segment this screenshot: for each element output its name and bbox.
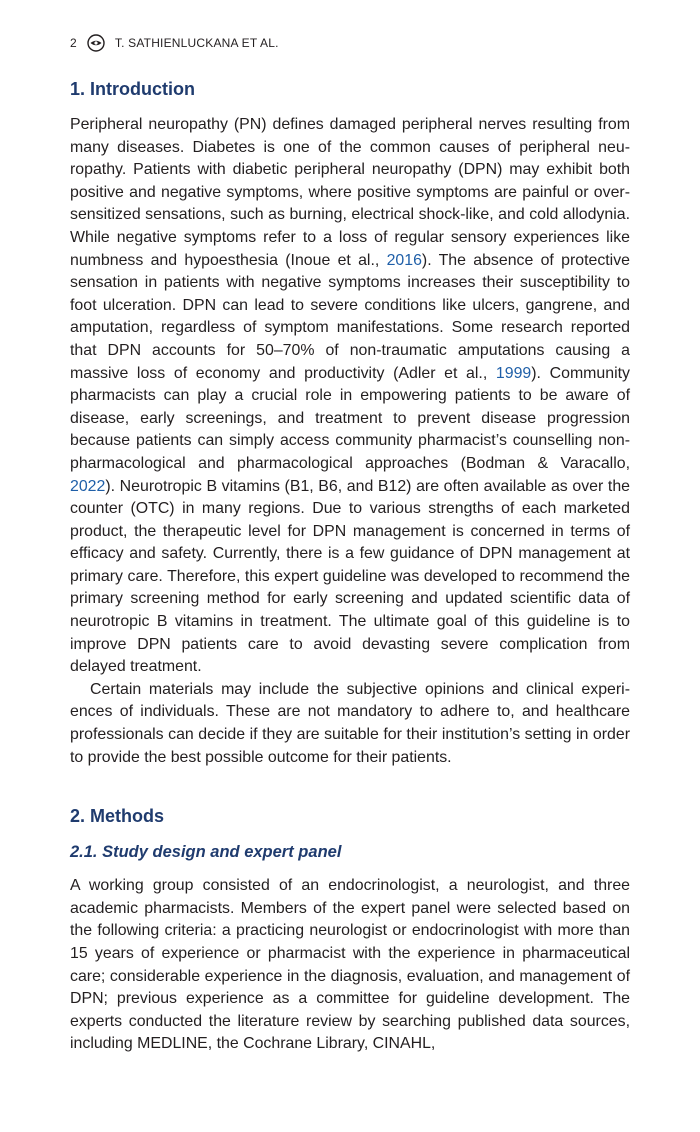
page-number: 2: [70, 36, 77, 50]
section-gap: [70, 769, 630, 783]
methods-paragraph-1: A working group consisted of an endocrinologist, a neurologist, and three academic pharmacists. Members of the expert panel were selected based on the following criteria: a practicing neurologist or endocrinologist with more than 15 years of experience or pharmacist with the experience in pharmaceutical care; considerable experience in the diagnosis, evaluation, and management of DPN; previous experience as a committee for guideline development. The experts conducted the literature review by searching published data sources, including MEDLINE, the Cochrane Library, CINAHL,: [70, 877, 630, 1053]
intro-text-a: Peripheral neuropathy (PN) defines damaged peripheral nerves resulting from many diseases. Diabetes is one of the common causes of peripheral neuropathy. Patients with diabetic peripheral neuropathy (DPN) may exhibit both positive and negative symptoms, where positive symptoms are painful or over-sensitized sensations, such as burning, electrical shock-like, and cold allodynia. While negative symptoms refer to a loss of regular sensory experiences like numbness and hypoesthesia (Inoue et al.,: [70, 116, 630, 269]
running-header-authors: T. SATHIENLUCKANA ET AL.: [114, 36, 279, 50]
subsection-title-study-design: 2.1. Study design and expert panel: [70, 843, 342, 862]
intro-text-d: ). Neurotropic B vitamins (B1, B6, and B12) are often available as over the counter (OTC) in many regions. Due to various strengths of each marketed product, the therapeutic level for DPN management is concerned in terms of efficacy and safety. Currently, there is a few guidance of DPN management at primary care. Therefore, this expert guideline was developed to recommend the primary screening method for early screening and updated scientific data of neurotropic B vitamins in treatment. The ultimate goal of this guideline is to improve DPN patients care to avoid devasting severe complication from delayed treatment.: [70, 477, 630, 676]
article-page: [70, 30, 630, 1056]
citation-link-bodman[interactable]: 2022: [70, 477, 106, 495]
introduction-paragraph-1: [70, 114, 630, 679]
citation-link-adler[interactable]: 1999: [495, 364, 532, 382]
journal-logo-icon: [87, 34, 105, 52]
section-title-introduction: 1. Introduction: [70, 79, 195, 99]
intro-text-c: ). Community pharmacists can play a crucial role in empowering patients to be aware of disease, early screenings, and treatment to prevent disease progression because patients can simply access community pharmacist’s counselling non-pharmacological and pharmacological approaches (Bodman & Varacallo,: [70, 364, 630, 472]
introduction-paragraph-2: Certain materials may include the subjective opinions and clinical experiences of individuals. These are not mandatory to adhere to, and healthcare professionals can decide if they are suitable for their institution’s setting in order to provide the best possible outcome for their patients.: [70, 680, 630, 766]
running-header: [70, 30, 630, 56]
intro-text-b: ). The absence of protective sensation in patients with negative symptoms increases their susceptibility to foot ulceration. DPN can lead to severe conditions like ulcers, gangrene, and amputation, regardless of symptom manifestations. Some research reported that DPN accounts for 50–70% of non-traumatic amputations causing a massive loss of economy and productivity (Adler et al.,: [70, 251, 630, 382]
section-title-methods: 2. Methods: [70, 806, 165, 827]
citation-link-inoue[interactable]: 2016: [386, 251, 422, 269]
